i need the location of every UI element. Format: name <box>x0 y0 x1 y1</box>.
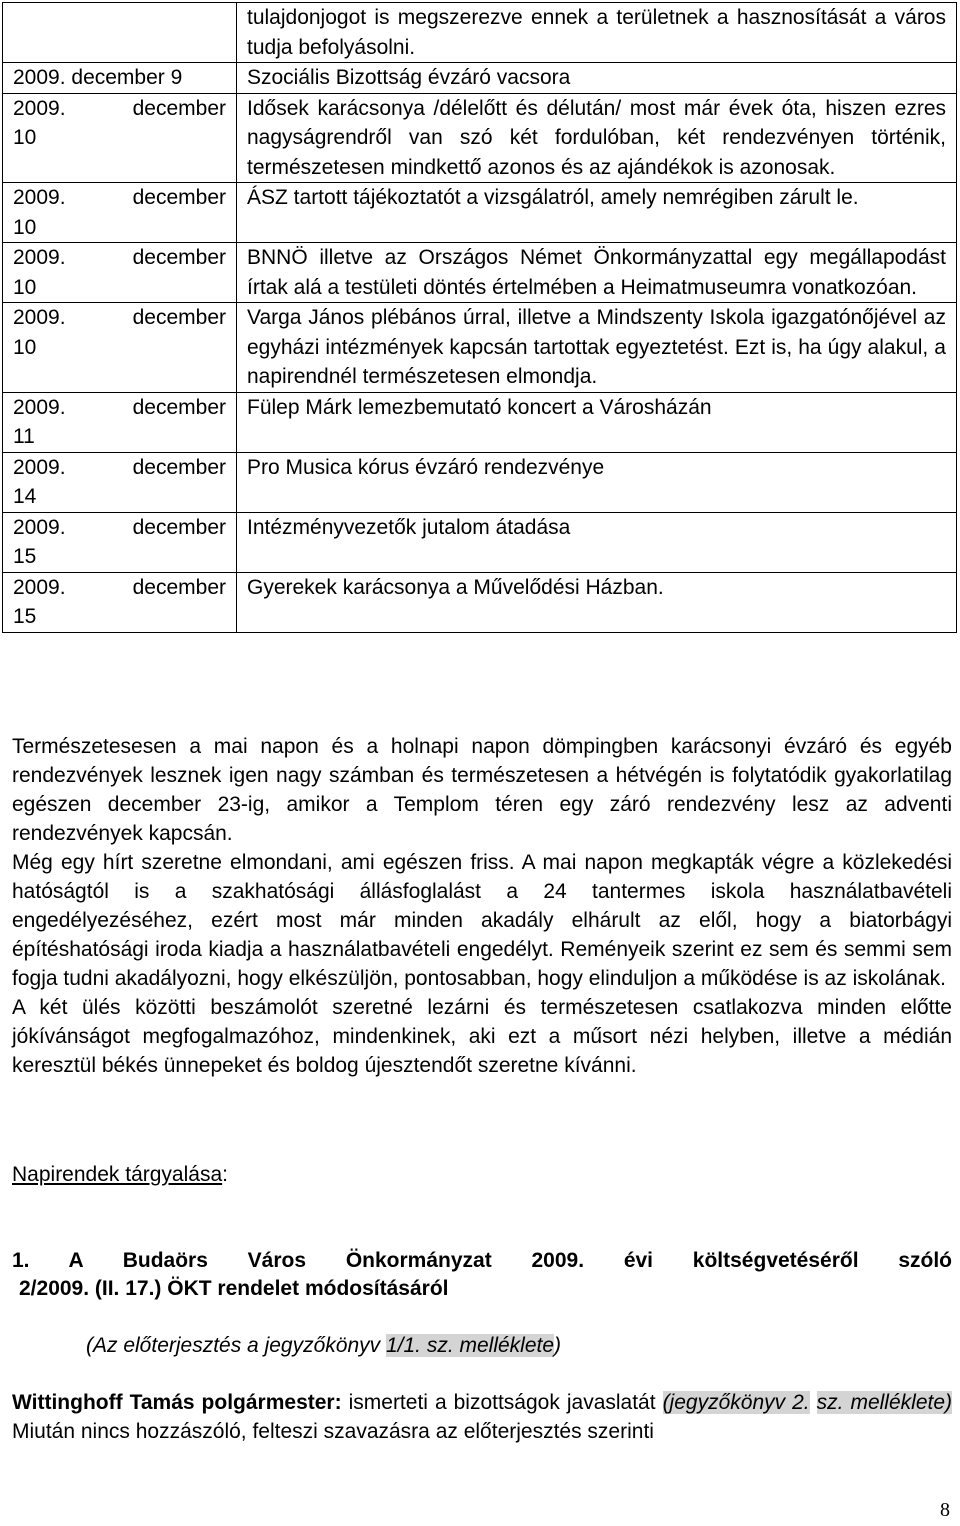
agenda-heading <box>12 1160 228 1189</box>
date-day: 10 <box>13 126 37 149</box>
date-year: 2009. <box>13 96 66 120</box>
agenda-item-1 <box>12 1247 952 1303</box>
date-month: december <box>132 186 226 209</box>
table-row <box>3 3 957 63</box>
event-cell: Gyerekek karácsonya a Művelődési Házban. <box>237 572 957 632</box>
date-month: december <box>132 455 226 479</box>
paragraph: Még egy hírt szeretne elmondani, ami egészen friss. A mai napon megkapták végre a közlekedési hatóságtól is a szakhatósági állásfoglalást a 24 tantermes iskola használatbavételi engedélyezéséhez, ezért most már minden akadály elhárult az elől, hogy a biatorbágyi építéshatósági iroda kiadja a használatbavételi engedélyt. Reményeik szerint ez sem és semmi sem fogja tudni akadályozni, hogy elkészüljön, pontosabban, hogy elinduljon a működése is az iskolának. <box>12 851 952 990</box>
table-row <box>3 93 957 183</box>
date-year: 2009. <box>13 455 66 479</box>
table-row <box>3 183 957 243</box>
note-text-end: ) <box>554 1334 562 1357</box>
event-cell: Varga János plébános úrral, illetve a Mindszenty Iskola igazgatónőjével az egyházi intézmények kapcsán tartottak egyeztetést. Ezt is, ha úgy alakul, a napirendnél természetesen elmondja. <box>237 303 957 393</box>
schedule-table <box>2 2 957 633</box>
speech-text: Miután nincs hozzászóló, felteszi szavazásra az előterjesztés szerinti <box>12 1420 654 1443</box>
date-day: 15 <box>13 545 37 568</box>
table-row <box>3 303 957 393</box>
date-year: 2009. <box>13 186 66 209</box>
event-cell: ÁSZ tartott tájékoztatót a vizsgálatról, amely nemrégiben zárult le. <box>237 183 957 243</box>
attachment-note <box>86 1331 561 1360</box>
event-cell: Szociális Bizottság évzáró vacsora <box>237 63 957 94</box>
date-year: 2009. <box>13 306 66 329</box>
table-row <box>3 392 957 452</box>
date-cell: 2009. december 9 <box>3 63 237 94</box>
date-cell <box>3 3 237 63</box>
agenda-item-line: 2/2009. (II. 17.) ÖKT rendelet módosításáról <box>19 1277 449 1300</box>
event-cell: BNNÖ illetve az Országos Német Önkormányzattal egy megállapodást írtak alá a testületi döntés értelmében a Heimatmuseumra vonatkozóan. <box>237 243 957 303</box>
table-row <box>3 243 957 303</box>
date-day: 14 <box>13 485 37 508</box>
speaker-name: Wittinghoff Tamás polgármester: <box>12 1391 342 1414</box>
event-cell: Fülep Márk lemezbemutató koncert a Városházán <box>237 392 957 452</box>
body-paragraphs <box>12 732 952 1080</box>
date-cell <box>3 243 237 303</box>
date-month: december <box>132 515 226 539</box>
date-month: december <box>132 575 226 599</box>
event-cell: tulajdonjogot is megszerezve ennek a területnek a hasznosítását a város tudja befolyásolni. <box>237 3 957 63</box>
note-text: (Az előterjesztés a jegyzőkönyv <box>86 1334 386 1357</box>
speech-paragraph <box>12 1388 952 1446</box>
date-year: 2009. <box>13 246 66 269</box>
date-month: december <box>132 306 226 329</box>
date-cell <box>3 512 237 572</box>
agenda-heading-text: Napirendek tárgyalása <box>12 1163 223 1186</box>
date-cell <box>3 183 237 243</box>
date-year: 2009. <box>13 395 66 419</box>
date-cell <box>3 392 237 452</box>
note-highlight: 1/1. sz. melléklete <box>385 1334 555 1357</box>
date-month: december <box>132 96 226 120</box>
page-number: 8 <box>940 1499 950 1521</box>
agenda-heading-colon: : <box>222 1163 228 1186</box>
agenda-item-line: 1. A Budaörs Város Önkormányzat 2009. évi költségvetéséről szóló <box>12 1249 952 1272</box>
date-day: 15 <box>13 605 37 628</box>
paragraph: A két ülés közötti beszámolót szeretné lezárni és természetesen csatlakozva minden előtte jókívánságot megfogalmazóhoz, mindenkinek, aki ezt a műsort nézi helyben, illetve a médián keresztül békés ünnepeket és boldog újesztendőt szeretne kívánni. <box>12 996 952 1077</box>
table-row <box>3 572 957 632</box>
date-year: 2009. <box>13 515 66 539</box>
paragraph: Természetesesen a mai napon és a holnapi napon dömpingben karácsonyi évzáró és egyéb rendezvények lesznek igen nagy számban és természetesen a hétvégén is folytatódik gyakorlatilag egészen december 23-ig, amikor a Templom téren egy záró rendezvény lesz az adventi rendezvények kapcsán. <box>12 735 952 845</box>
date-cell <box>3 452 237 512</box>
reference-highlight: sz. melléklete) <box>816 1391 953 1414</box>
date-day: 10 <box>13 215 37 239</box>
date-day: 11 <box>13 425 35 448</box>
event-cell: Pro Musica kórus évzáró rendezvénye <box>237 452 957 512</box>
date-year: 2009. <box>13 575 66 599</box>
date-cell <box>3 93 237 183</box>
reference-highlight: (jegyzőkönyv 2. <box>662 1391 810 1414</box>
date-month: december <box>132 246 226 269</box>
date-day: 10 <box>13 335 37 359</box>
table-row <box>3 512 957 572</box>
table-row <box>3 63 957 94</box>
event-cell: Intézményvezetők jutalom átadása <box>237 512 957 572</box>
date-day: 10 <box>13 275 37 299</box>
speech-text: ismerteti a bizottságok javaslatát <box>341 1391 663 1414</box>
date-month: december <box>132 395 226 419</box>
date-cell <box>3 572 237 632</box>
date-cell <box>3 303 237 393</box>
event-cell: Idősek karácsonya /délelőtt és délután/ most már évek óta, hiszen ezres nagyságrendről van szó két fordulóban, két rendezvényen történik, természetesen mindkettő azonos és az ajándékok is azonosak. <box>237 93 957 183</box>
table-row <box>3 452 957 512</box>
